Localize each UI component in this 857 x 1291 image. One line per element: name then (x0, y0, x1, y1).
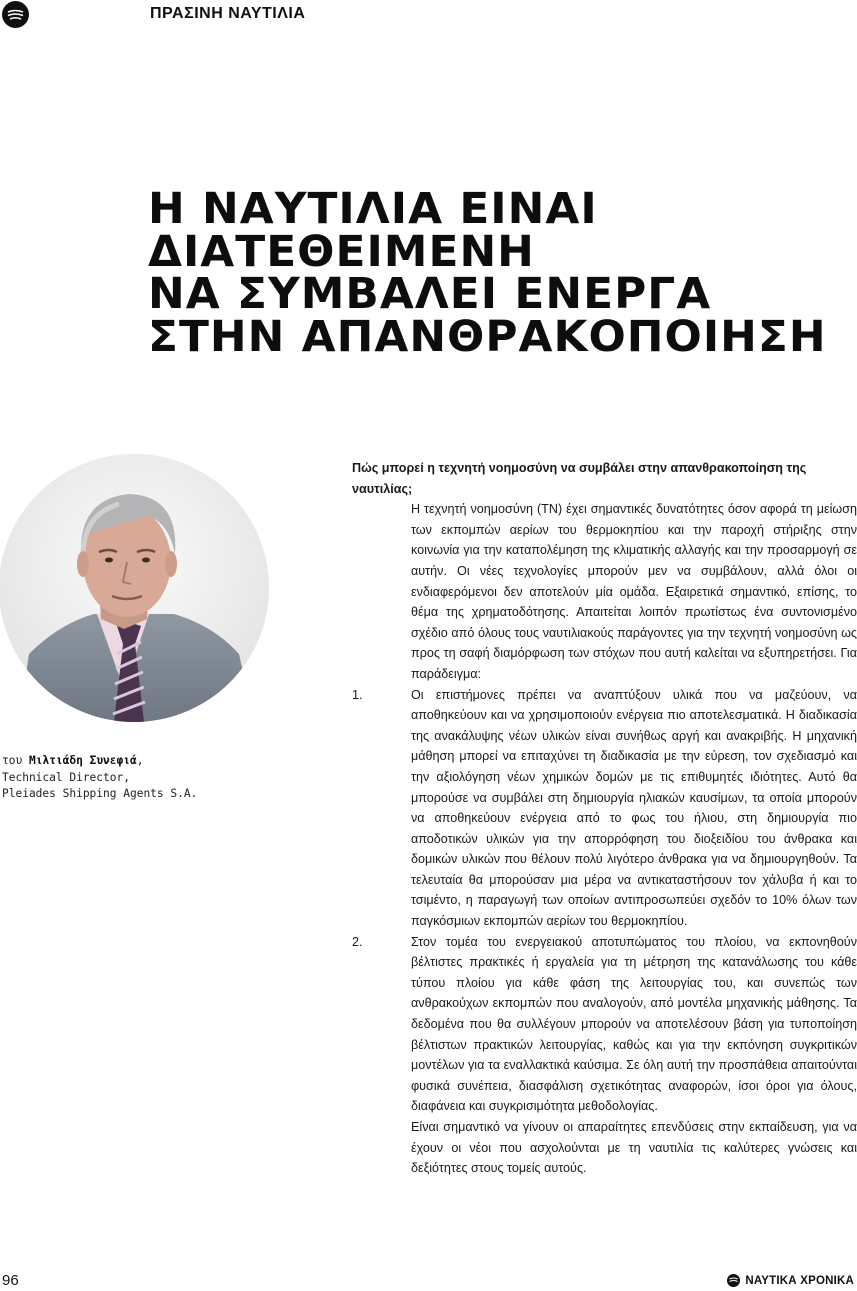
author-byline (2, 753, 197, 803)
page-number: 96 (2, 1272, 19, 1289)
list-item-text: Στον τομέα του ενεργειακού αποτυπώματος του πλοίου, να εκπονηθούν βέλτιστες πρακτικές ή εργαλεία για τη μέτρηση της κατανάλωσης του κάθε τύπου πλοίου για κάθε φάση της λειτουργίας του, και συνεπώς των ανθρακούχων εκπομπών που αναλογούν, από μοντέλα μηχανικής μάθησης. Τα δεδομένα που θα συλλέγουν μπορούν να αποτελέσουν βάση για τυποποίηση βέλτιστων πρακτικών λειτουργίας, καθώς και για την εκπόνηση συγκριτικών μοντέλων για τα εναλλακτικά καύσιμα. Σε όλη αυτή την προσπάθεια απαιτούνται φυσικά συνέπεια, διασφάλιση σχετικότητας αναφορών, ίσοι όροι για όλους, διαφάνεια και συγκρισιμότητα μεθοδολογίας. (411, 934, 857, 1114)
headline-line: ΣΤΗΝ ΑΠΑΝΘΡΑΚΟΠΟΙΗΣΗ (148, 311, 827, 362)
article-headline (148, 184, 857, 362)
list-item-text: Οι επιστήμονες πρέπει να αναπτύξουν υλικά που να μαζεύουν, να αποθηκεύουν και να χρησιμοποιούν ενέργεια πιο αποτελεσματικά. Η διαδικασία της ανακάλυψης νέων υλικών είναι συνήθως αργή και ανακριβής. Η μηχανική μάθηση μπορεί να επιταχύνει τη διαδικασία με την εύρεση, τον σχεδιασμό και την αξιολόγηση νέων χημικών δομών με τις επιθυμητές ιδιότητες. Αυτό θα μπορούσε να συμβάλει στη δημιουργία ηλιακών καυσίμων, τα οποία μπορούν να αποθηκεύουν ενέργεια από το φως του ήλιου, στη δημιουργία πιο αποδοτικών υλικών για την απορρόφηση του διοξειδίου του άνθρακα και δομικών υλικών που θέλουν πολύ λιγότερο άνθρακα για να δημιουργηθούν. Τα τελευταία θα μπορούσαν μια μέρα να αντικαταστήσουν τον χάλυβα ή και το τσιμέντο, η παραγωγή των οποίων αντιπροσωπεύει σχεδόν το 10% όλων των παγκόσμιων εκπομπών αερίων του θερμοκηπίου. (411, 687, 857, 929)
author-company: Pleiades Shipping Agents S.A. (2, 787, 198, 800)
headline-line: Η ΝΑΥΤΙΛΙΑ ΕΙΝΑΙ (148, 184, 598, 234)
byline-prefix: του (2, 754, 23, 767)
article-body (352, 458, 857, 1179)
author-portrait (0, 454, 269, 722)
footer-brand (727, 1274, 854, 1287)
byline-name-line (2, 753, 197, 770)
section-title: ΠΡΑΣΙΝΗ ΝΑΥΤΙΛΙΑ (150, 5, 306, 22)
answer-intro: Η τεχνητή νοημοσύνη (ΤΝ) έχει σημαντικές δυνατότητες όσον αφορά τη μείωση των εκπομπών αερίων του θερμοκηπίου και την παροχή στήριξης στην κοινωνία για την καταπολέμηση της κλιματικής αλλαγής και την προσαρμογή σε αυτήν. Οι νέες τεχνολογίες μπορούν μεν να συμβάλουν, αλλά όλοι οι ενδιαφερόμενοι δεν αποτελούν μία ομάδα. Εξαιρετικά σημαντικό, επίσης, το θέμα της χρηματοδότησης. Απαιτείται λοιπόν πρωτίστως ένα συντονισμένο σχέδιο από όλους τους ναυτιλιακούς παράγοντες για την τεχνητή νοημοσύνη ως προς τη σαφή διαμόρφωση των στόχων που αυτή καλείται να εξυπηρετήσει. Για παράδειγμα: (411, 502, 857, 681)
headline-line: ΔΙΑΤΕΘΕΙΜΕΝΗ (148, 226, 535, 277)
headline-line: ΝΑ ΣΥΜΒΑΛΕΙ ΕΝΕΡΓΑ (148, 269, 712, 319)
magazine-logo-icon (2, 1, 29, 28)
byline-comma: , (136, 754, 144, 767)
closing-paragraph: Είναι σημαντικό να γίνουν οι απαραίτητες επενδύσεις στην εκπαίδευση, για να έχουν οι νέοι που ασχολούνται με τη ναυτιλία τις καλύτερες γνώσεις και δεξιότητες στους τομείς αυτούς. (411, 1120, 857, 1176)
author-name: Μιλτιάδη Συνεφιά (28, 754, 137, 767)
brand-logo-icon (727, 1274, 740, 1287)
interview-question: Πώς μπορεί η τεχνητή νοημοσύνη να συμβάλει στην απανθρακοποίηση της ναυτιλίας; (352, 461, 807, 496)
brand-name: ΝΑΥΤΙΚΑ ΧΡΟΝΙΚΑ (745, 1274, 854, 1287)
author-role: Technical Director, (2, 770, 130, 784)
list-item (352, 685, 857, 932)
list-item-number: 2. (352, 934, 363, 949)
list-item-number: 1. (352, 687, 363, 702)
author-portrait-image (0, 454, 269, 722)
list-item (352, 932, 857, 1117)
